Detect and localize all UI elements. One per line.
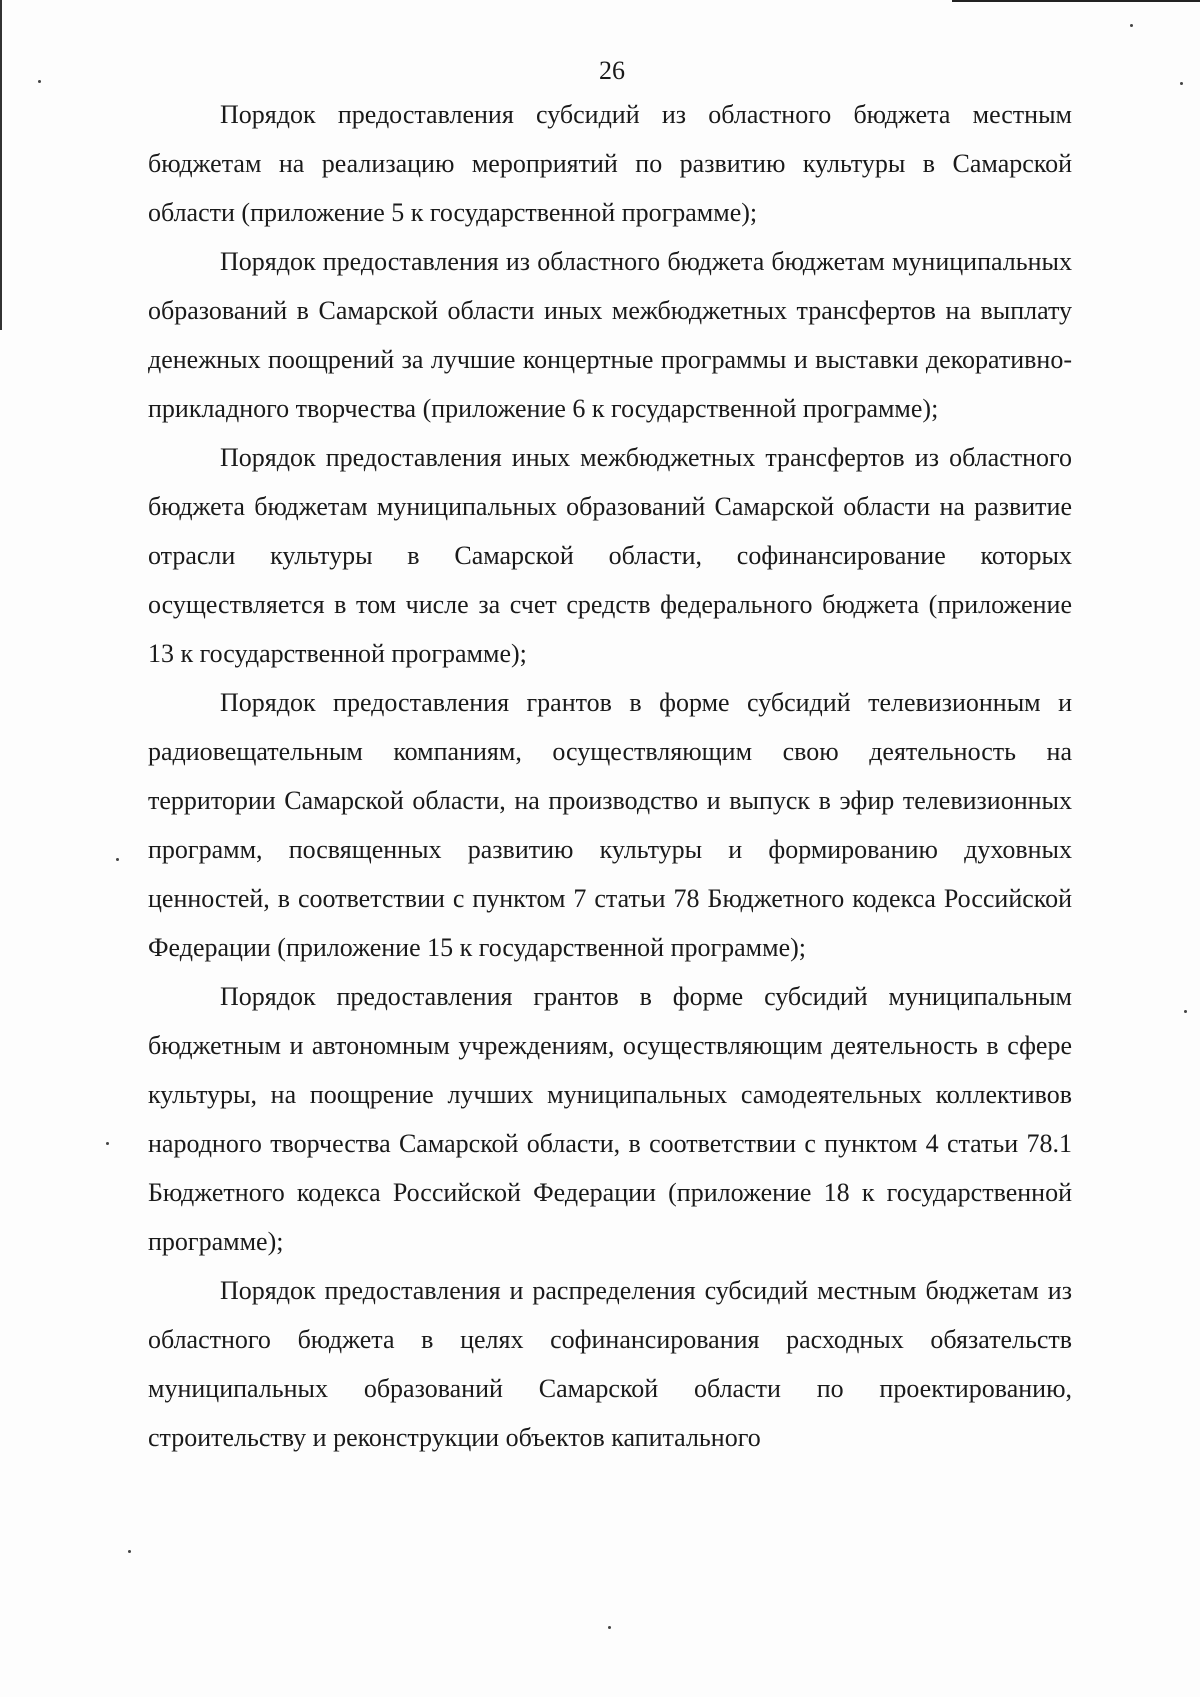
scan-speck: [1184, 1010, 1187, 1013]
scan-speck: [38, 80, 41, 83]
paragraph-2: Порядок предоставления из областного бюджета бюджетам муниципальных образований в Самарской области иных межбюджетных трансфертов на выплату денежных поощрений за лучшие концертные программы и выставки декоративно-прикладного творчества (приложение 6 к государственной программе);: [148, 247, 1072, 423]
top-rule: [952, 0, 1200, 2]
page-number: 26: [599, 56, 625, 85]
paragraph-6: Порядок предоставления и распределения субсидий местным бюджетам из областного бюджета в целях софинансирования расходных обязательств муниципальных образований Самарской области по проектированию, строительству и реконструкции объектов капитального: [148, 1276, 1072, 1452]
paragraph-4: Порядок предоставления грантов в форме субсидий телевизионным и радиовещательным компаниям, осуществляющим свою деятельность на территории Самарской области, на производство и выпуск в эфир телевизионных программ, посвященных развитию культуры и формированию духовных ценностей, в соответствии с пунктом 7 статьи 78 Бюджетного кодекса Российской Федерации (приложение 15 к государственной программе);: [148, 688, 1072, 962]
scan-speck: [608, 1626, 611, 1629]
body-text: [148, 90, 1072, 1462]
scan-speck: [1180, 82, 1183, 85]
paragraph-3: Порядок предоставления иных межбюджетных трансфертов из областного бюджета бюджетам муниципальных образований Самарской области на развитие отрасли культуры в Самарской области, софинансирование которых осуществляется в том числе за счет средств федерального бюджета (приложение 13 к государственной программе);: [148, 443, 1072, 668]
scan-speck: [116, 858, 119, 861]
scan-speck: [106, 1142, 109, 1145]
scan-speck: [128, 1550, 131, 1553]
left-edge-mark: [0, 0, 2, 330]
paragraph-1: Порядок предоставления субсидий из областного бюджета местным бюджетам на реализацию мероприятий по развитию культуры в Самарской области (приложение 5 к государственной программе);: [148, 100, 1072, 227]
scan-speck: [1130, 24, 1133, 27]
paragraph-5: Порядок предоставления грантов в форме субсидий муниципальным бюджетным и автономным учреждениям, осуществляющим деятельность в сфере культуры, на поощрение лучших муниципальных самодеятельных коллективов народного творчества Самарской области, в соответствии с пунктом 4 статьи 78.1 Бюджетного кодекса Российской Федерации (приложение 18 к государственной программе);: [148, 982, 1072, 1256]
